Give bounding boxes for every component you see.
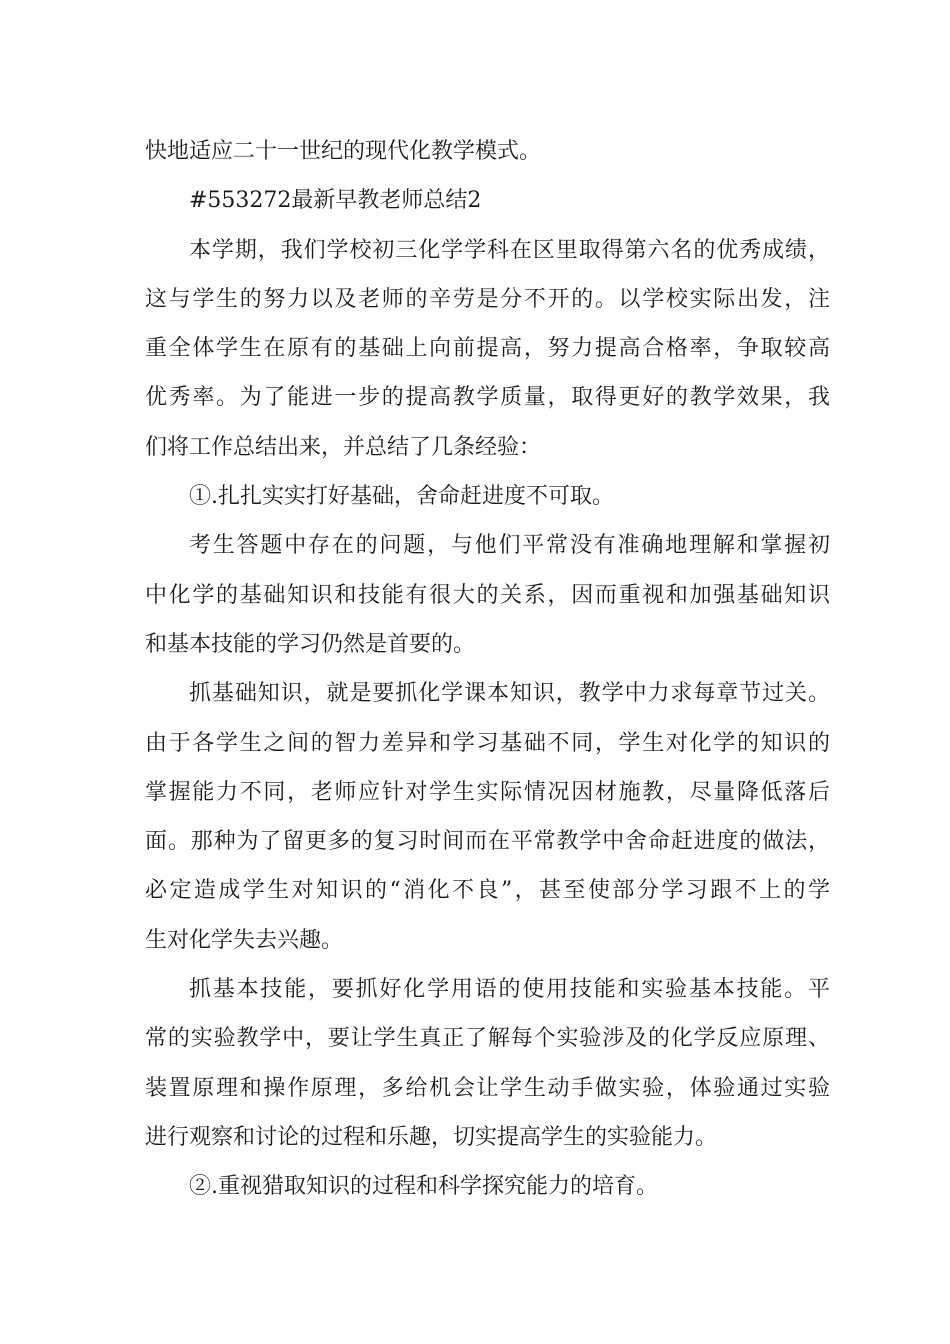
document-body — [145, 127, 830, 1212]
list-item-heading: ②.重视猎取知识的过程和科学探究能力的培育。 — [189, 1174, 658, 1200]
paragraph-line: 抓基础知识，就是要抓化学课本知识，教学中力求每章节过关。 — [189, 681, 830, 707]
paragraph-line: 优秀率。为了能进一步的提高教学质量，取得更好的教学效果，我 — [145, 385, 830, 411]
paragraph-line: 和基本技能的学习仍然是首要的。 — [145, 631, 476, 657]
paragraph-line: 考生答题中存在的问题，与他们平常没有准确地理解和掌握初 — [189, 533, 830, 559]
paragraph-line: 重全体学生在原有的基础上向前提高，努力提高合格率，争取较高 — [145, 336, 830, 362]
paragraph-line: 抓基本技能，要抓好化学用语的使用技能和实验基本技能。平 — [189, 977, 830, 1003]
paragraph-line: 们将工作总结出来，并总结了几条经验： — [145, 434, 542, 460]
paragraph-line: 由于各学生之间的智力差异和学习基础不同，学生对化学的知识的 — [145, 730, 830, 756]
paragraph-line: 进行观察和讨论的过程和乐趣，切实提高学生的实验能力。 — [145, 1124, 718, 1150]
paragraph-line: 掌握能力不同，老师应针对学生实际情况因材施教，尽量降低落后 — [145, 779, 830, 805]
paragraph-line: 本学期，我们学校初三化学学科在区里取得第六名的优秀成绩， — [189, 237, 830, 263]
paragraph-line: 中化学的基础知识和技能有很大的关系，因而重视和加强基础知识 — [145, 582, 830, 608]
section-heading: #553272最新早教老师总结2 — [189, 188, 482, 214]
text-line: 快地适应二十一世纪的现代化教学模式。 — [145, 139, 542, 164]
paragraph-line: 常的实验教学中，要让学生真正了解每个实验涉及的化学反应原理、 — [145, 1026, 830, 1052]
paragraph-line: 装置原理和操作原理，多给机会让学生动手做实验，体验通过实验 — [145, 1075, 830, 1101]
paragraph-line: 生对化学失去兴趣。 — [145, 927, 344, 953]
paragraph-line: 面。那种为了留更多的复习时间而在平常教学中舍命赶进度的做法， — [145, 829, 830, 855]
paragraph-line: 必定造成学生对知识的“消化不良”，甚至使部分学习跟不上的学 — [145, 878, 830, 904]
list-item-heading: ①.扎扎实实打好基础，舍命赶进度不可取。 — [189, 484, 614, 510]
paragraph-line: 这与学生的努力以及老师的辛劳是分不开的。以学校实际出发，注 — [145, 286, 830, 312]
